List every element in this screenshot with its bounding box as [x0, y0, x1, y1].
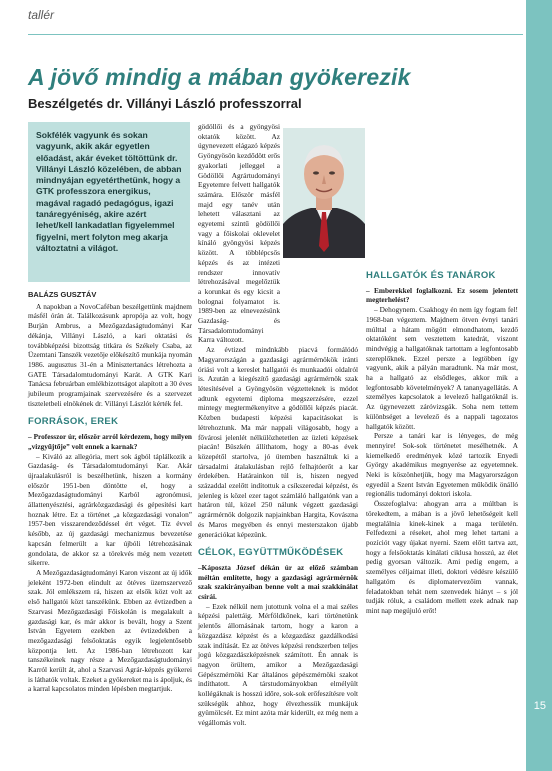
paragraph-students-1: – Dehogynem. Csakhogy én nem így fogtam fel! 1968-ban végeztem. Majdnem ötven évnyi tanári múlttal a hátam mögött elmondhatom, kezdő oktatóként sem vesztettem katedrát, viszont mindvégig a hallgatóknak tartottam a legfontosabb szereplőknek. Ezzel persze a legtöbben így vagyunk, akik a pályán maradtunk. Na már most, ha a hallgató az elsődleges, akkor mik a legfontosabb követelmények? A tananyagellátás. A személyes kapcsolatok a levelező hallgatóknál is. Az úgynevezett záróvizsgák. Soha nem tettem különbséget a levelező és a nappali tagozatos hallgatók között.	[366, 305, 518, 431]
paragraph-sources-2: A Mezőgazdaságtudományi Karon viszont az új idők jeleként 1972-ben elindult az ötéves üzemszervező szak. Jól emlékszem rá, hiszen az elsők közt volt az első hallgatói közt tanszékünk. Ebben az évtizedben a Szarvasi Mezőgazdasági Főiskolán is megalakult a gazdasági kar, és már akkor is bevált, hogy a Szent István Egyetem ezekben az évtizedekben a mezőgazdasági felsőoktatás egyik legjelentősebb központja lett. Az 1986-ban létrehozott kar tanszékeinek nagy része a Mezőgazdaságtudományi Karról került át, ahol a Szarvasi Agrár-képzés gyökerei is láthatók voltak. Ezeket a gyökereket ma is ápoljuk, és a karral kapcsolatos minden lépésben megtartjuk.	[28, 567, 192, 694]
paragraph-goals-1: – Ezek nélkül nem jutottunk volna el a mai széles képzési palettáig. Mérföldkőnek, kari történetünk jelentős állomásának tartom, hogy a karon a közgazdász képzést és a közgazdász gazdálkodási szak indítását. Ez az ötéves képzési rendszerben teljes jogú közgazdászképzésnek számított. Én annak is nagyon örültem, amikor a Mezőgazdasági Gépészmérnöki Kar általános gépészmérnöki szakot indíthatott. A társtudományokban elmélyült kollégáknak is hosszú időre, sok-sok erőfeszítésre volt szükségük ahhoz, hogy élvezhessük munkájuk gyümölcsét. Ez mint azóta már kiderült, ez még nem a végállomás volt.	[198, 601, 358, 728]
side-color-strip	[526, 0, 552, 771]
paragraph-students-2: Persze a tanári kar is lényeges, de még mennyire! Sok-sok történetet mesélhetnék. A kiemelkedő eredmények közé tartozik Enyedi György akadémikus megnyerése az egyetemnek. Neki is köszönhetjük, hogy ma Magyarországon egyedül a Szent István Egyetemen működik önálló regionális tudományi doktori iskola.	[366, 431, 518, 499]
intro-paragraph: A napokban a NovoCaféban beszélgettünk majdnem másfél órán át. Találkozásunk apropója az volt, hogy Burján Ambrus, a Mezőgazdaságtudományi Kar dékánja, Villányi László, a kari oktatási és továbbképzési bizottság titkára és Székely Csaba, az Üzemtani Tanszék vezetője előkészítő munkája nyomán 1986. augusztus 31-én a Minisztertanács létrehozta a GATE Társadalomtudományi Karát. A GTK Kari Tanácsa februárban emlékbizottságot alapított a 30 éves jubileum programjainak szervezésére és a szervezet tiszteletbeli elnökének dr. Villányi Lászlót kérték fel.	[28, 301, 192, 408]
article-title: A jövő mindig a mában gyökerezik	[28, 64, 411, 90]
question-sources: – Professzor úr, először arról kérdezem, hogy milyen „vizgyűjtője” volt ennek a karnak?	[28, 432, 192, 451]
question-goals: –Káposzta József dékán úr az előző számban méltán említette, hogy a gazdasági agrármérnök szak szakirányaiban benne volt a mai szakkínálat csírái.	[198, 562, 358, 602]
paragraph-sources-1: – Kiváló az allegória, mert sok ágból táplálkozik a Gazdaság- és Társadalomtudományi Kar. Akár újraalakulásról is beszélhetünk, hiszen a kormány először 1951-ben döntötte el, hogy a Mezőgazdaságtudományi Karból agronómusi, állattenyésztési, agrárközgazdasági és gépesítési kart hoznak létre. Ez a történet „a közgazdasági vonalon” 1957-ben visszarendeződéssel ért véget. Tíz évvel később, az új gazdasági mechanizmus bevezetése kapcsán felmerült a kar újbóli létrehozásának gondolata, de akkor sz a törekvés még nem vezetett sikerre.	[28, 451, 192, 568]
section-heading-goals: CÉLOK, EGYÜTTMŰKÖDÉSEK	[198, 547, 344, 559]
paragraph-students-3: Összefoglalva: ahogyan arra a múltban is törekedtem, a mában is a jövő lehetőségeit kell megtalálnia kinek-kinek a maga területén. Felfedezni a réseket, ahol meg lehet tartani a pozíciót vagy újakat nyerni. Szem előtt tartva azt, hogy a felsőoktatás kínálati ciklusa hosszú, az élet pedig gyorsan változik. Ami pedig engem, a személyes céljaimat illeti, doktori védésre készülő hallgatóm és diplomatervezőim vannak, feladatokban tehát nem szenvedek hiányt – s jól tudják róluk, a családom mellett ezek adnak nap mint nap megújuló erőt!	[366, 499, 518, 615]
article-column-2	[198, 122, 358, 728]
author-name: BALÁZS GUSZTÁV	[28, 290, 97, 299]
lead-box	[28, 122, 190, 282]
section-heading-sources: FORRÁSOK, EREK	[28, 416, 119, 428]
article-subtitle: Beszélgetés dr. Villányi László professzorral	[28, 96, 302, 111]
top-divider	[28, 34, 523, 35]
paragraph-col2-mid: Az évtized mindnkább piacvá formálódó Magyarországán a gazdasági agrármérnökök iránti óriási volt a kereslet hallgatói és munkaadói oldalról is. Azután a kiegészítő gazdasági agrármérnök szak létesítésével a Gyöngyösön végzetteknek is módot adtunk egyetemi diploma megszerzésére, ezzel mintegy megtermékenyítve a gödöllői képzés piacát. Közben budapesti képzési kapacitásokat is létrehoztunk. Ma már nappali világosabb, hogy a fővárosi jelenlét nélkülözhetetlen az üzleti képzések piacán! Büszkén állíthatom, hogy a 80-as évek közepétől startolva, jó ütemben használtuk ki a társadalmi átalakulásban rejlő felhajtóerőt a kar érdekében. Határainkon túl is, hiszen negyed századdal ezelőtt indítottuk a csíkszeredai képzést, és jelenleg is közel ezer tagot számláló hallgatónk van a határon túl, közel 250 nálunk végzett gazdasági agrármérnök dolgozik napjainkban Hargita, Kovászna és Maros megyében és ennyi mesterszakon újabb generációkat képezünk.	[198, 345, 358, 539]
paragraph-col2-top: gödöllői és a gyöngyösi oktatók között. Az úgynevezett elágazó képzés Gyöngyösön kezdődött erős gyakorlati jelleggel a Gödöllői Agrártudományi Egyetemre felvett hallgatók számára. Először másfél majd egy tanév után lehetett választani az egyetemi szintű gödöllői vagy a főiskolai oklevelet kínáló gyöngyösi képzés között. A többlépcsős képzés és az intézeti rendszer innovatív létrehozásával megelőztük a korunkat és egy kicsit a bolognai folyamatot is. 1989-ben az elnevezésünk Gazdaság- és Társadalomtudományi Karra változott.	[198, 122, 280, 345]
question-students: – Emberekkel foglalkozni. Ez sosem jelentett megterhelést?	[366, 285, 518, 305]
article-column-1	[28, 290, 192, 694]
lead-text: Sokfélék vagyunk és sokan vagyunk, akik akár egyetlen előadást, akár éveket töltöttünk dr. Villányi László közelében, de abban mindnyájan egyetérthetünk, hogy a GTK professzora energikus, magával ragadó pedagógus, igazi tanáregyéniség, akire azért lehet/kell lankadatlan figyelemmel figyelni, mert folyton meg akarja változtatni a világot.	[36, 130, 182, 253]
section-tag: tallér	[28, 8, 55, 22]
article-column-3	[366, 262, 518, 616]
page-number: 15	[533, 700, 546, 712]
section-heading-students: HALLGATÓK ÉS TANÁROK	[366, 270, 496, 281]
